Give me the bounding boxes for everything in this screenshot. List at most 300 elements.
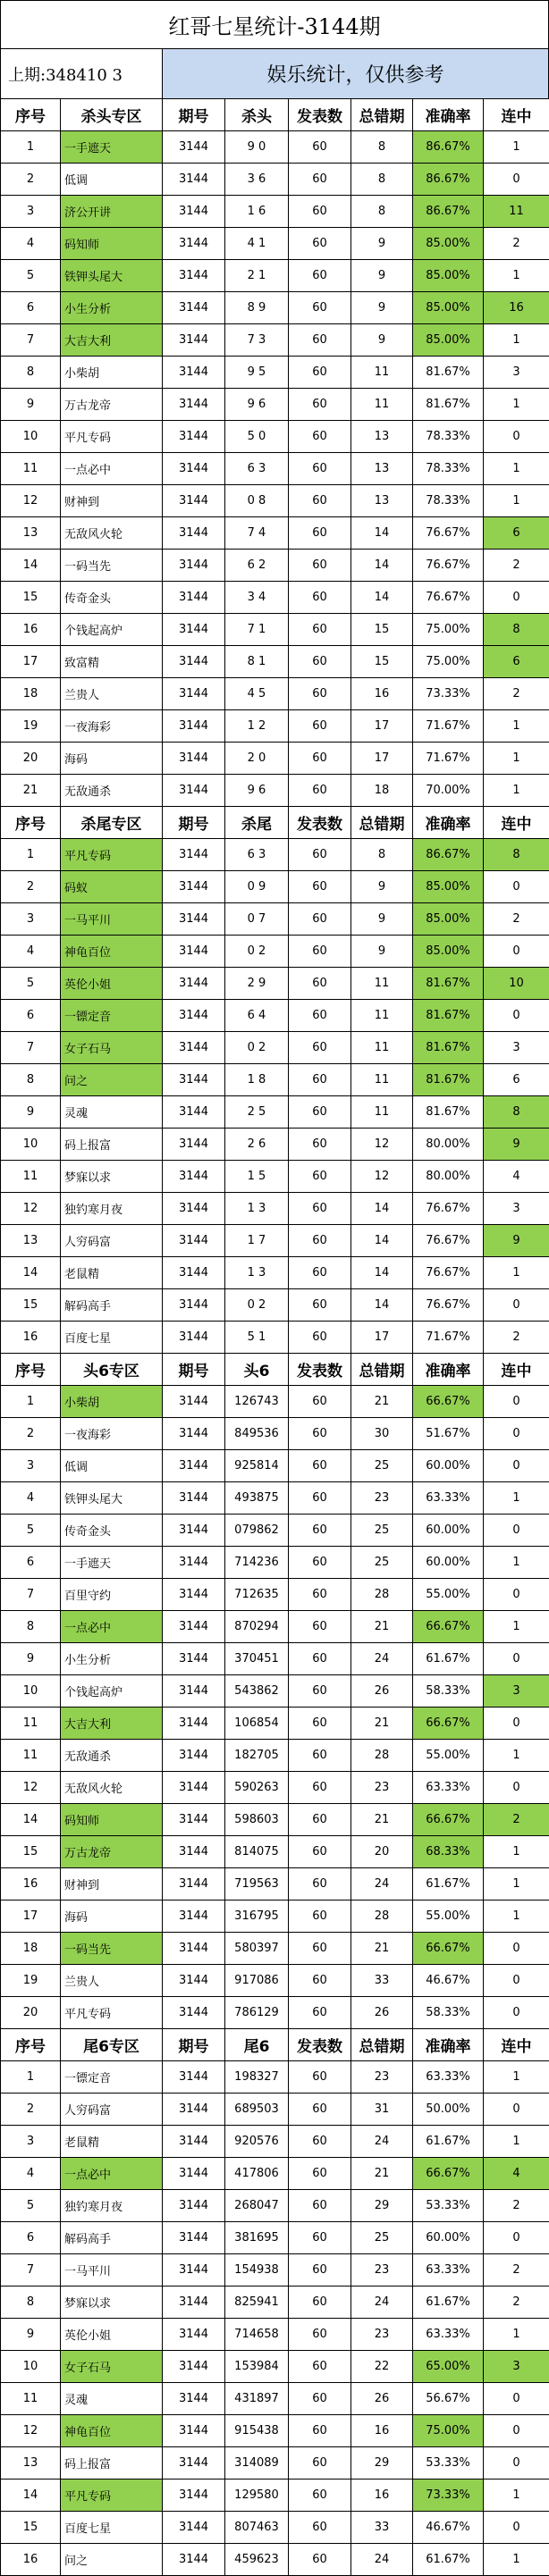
cell-published: 60 bbox=[289, 1515, 351, 1547]
cell-numbers: 079862 bbox=[225, 1515, 289, 1547]
cell-accuracy: 58.33% bbox=[413, 1675, 484, 1708]
cell-accuracy: 85.00% bbox=[413, 871, 484, 903]
cell-published: 60 bbox=[289, 2447, 351, 2480]
table-row bbox=[1, 2061, 549, 2094]
table-row bbox=[1, 421, 549, 453]
cell-period: 3144 bbox=[163, 260, 225, 292]
cell-period: 3144 bbox=[163, 1418, 225, 1450]
header-name: 头6专区 bbox=[61, 1354, 163, 1386]
cell-period: 3144 bbox=[163, 678, 225, 710]
cell-serial: 6 bbox=[1, 2222, 61, 2254]
disclaimer-banner: 娱乐统计，仅供参考 bbox=[163, 49, 548, 98]
cell-accuracy: 76.67% bbox=[413, 1225, 484, 1257]
cell-accuracy: 60.00% bbox=[413, 2222, 484, 2254]
cell-published: 60 bbox=[289, 1386, 351, 1418]
cell-streak: 9 bbox=[484, 1225, 549, 1257]
section-header-row bbox=[1, 807, 549, 839]
cell-numbers: 9 5 bbox=[225, 357, 289, 389]
cell-published: 60 bbox=[289, 1064, 351, 1096]
header-streak: 连中 bbox=[484, 99, 549, 131]
table-row bbox=[1, 260, 549, 292]
cell-accuracy: 61.67% bbox=[413, 2544, 484, 2576]
header-accuracy: 准确率 bbox=[413, 2029, 484, 2061]
cell-serial: 11 bbox=[1, 1740, 61, 1772]
cell-streak: 1 bbox=[484, 1836, 549, 1868]
cell-serial: 5 bbox=[1, 968, 61, 1000]
cell-published: 60 bbox=[289, 1836, 351, 1868]
cell-accuracy: 66.67% bbox=[413, 2158, 484, 2190]
cell-streak: 1 bbox=[484, 1868, 549, 1901]
cell-total-miss: 11 bbox=[351, 357, 413, 389]
cell-numbers: 917086 bbox=[225, 1965, 289, 1997]
cell-total-miss: 25 bbox=[351, 1547, 413, 1579]
cell-accuracy: 65.00% bbox=[413, 2351, 484, 2383]
table-row bbox=[1, 903, 549, 936]
cell-total-miss: 9 bbox=[351, 292, 413, 324]
cell-published: 60 bbox=[289, 2512, 351, 2544]
cell-serial: 11 bbox=[1, 2383, 61, 2415]
cell-serial: 1 bbox=[1, 2061, 61, 2094]
cell-period: 3144 bbox=[163, 1997, 225, 2029]
cell-accuracy: 66.67% bbox=[413, 1386, 484, 1418]
cell-published: 60 bbox=[289, 1772, 351, 1804]
table-row bbox=[1, 1804, 549, 1836]
cell-serial: 15 bbox=[1, 1289, 61, 1322]
cell-accuracy: 85.00% bbox=[413, 903, 484, 936]
cell-accuracy: 85.00% bbox=[413, 260, 484, 292]
cell-published: 60 bbox=[289, 743, 351, 775]
cell-streak: 1 bbox=[484, 2126, 549, 2158]
cell-name: 平凡专码 bbox=[61, 1997, 163, 2029]
cell-streak: 0 bbox=[484, 1933, 549, 1965]
table-row bbox=[1, 1579, 549, 1611]
cell-name: 人穷码富 bbox=[61, 1225, 163, 1257]
cell-total-miss: 23 bbox=[351, 2319, 413, 2351]
cell-period: 3144 bbox=[163, 936, 225, 968]
cell-published: 60 bbox=[289, 485, 351, 517]
cell-accuracy: 60.00% bbox=[413, 1515, 484, 1547]
cell-period: 3144 bbox=[163, 1193, 225, 1225]
cell-name: 老鼠精 bbox=[61, 1257, 163, 1289]
cell-published: 60 bbox=[289, 2094, 351, 2126]
cell-published: 60 bbox=[289, 1740, 351, 1772]
cell-name: 小生分析 bbox=[61, 1643, 163, 1675]
cell-streak: 16 bbox=[484, 292, 549, 324]
cell-numbers: 6 3 bbox=[225, 453, 289, 485]
header-period: 期号 bbox=[163, 1354, 225, 1386]
cell-numbers: 925814 bbox=[225, 1450, 289, 1482]
cell-numbers: 129580 bbox=[225, 2480, 289, 2512]
table-row bbox=[1, 1322, 549, 1354]
cell-total-miss: 17 bbox=[351, 1322, 413, 1354]
cell-name: 低调 bbox=[61, 164, 163, 196]
cell-serial: 3 bbox=[1, 903, 61, 936]
cell-period: 3144 bbox=[163, 1804, 225, 1836]
cell-streak: 0 bbox=[484, 2383, 549, 2415]
cell-period: 3144 bbox=[163, 1129, 225, 1161]
cell-numbers: 9 6 bbox=[225, 389, 289, 421]
cell-numbers: 8 1 bbox=[225, 646, 289, 678]
cell-period: 3144 bbox=[163, 2094, 225, 2126]
cell-accuracy: 55.00% bbox=[413, 1901, 484, 1933]
header-period: 期号 bbox=[163, 807, 225, 839]
cell-streak: 1 bbox=[484, 389, 549, 421]
cell-streak: 0 bbox=[484, 164, 549, 196]
cell-streak: 0 bbox=[484, 2512, 549, 2544]
cell-period: 3144 bbox=[163, 2480, 225, 2512]
cell-total-miss: 21 bbox=[351, 2158, 413, 2190]
cell-name: 一点必中 bbox=[61, 453, 163, 485]
cell-numbers: 712635 bbox=[225, 1579, 289, 1611]
cell-numbers: 0 8 bbox=[225, 485, 289, 517]
cell-accuracy: 81.67% bbox=[413, 357, 484, 389]
cell-accuracy: 86.67% bbox=[413, 196, 484, 228]
cell-accuracy: 68.33% bbox=[413, 1836, 484, 1868]
cell-serial: 1 bbox=[1, 1386, 61, 1418]
cell-serial: 1 bbox=[1, 131, 61, 164]
cell-streak: 0 bbox=[484, 1450, 549, 1482]
cell-numbers: 1 8 bbox=[225, 1064, 289, 1096]
cell-numbers: 106854 bbox=[225, 1708, 289, 1740]
stats-table-body bbox=[1, 99, 549, 2576]
cell-total-miss: 23 bbox=[351, 2254, 413, 2287]
cell-name: 码上报富 bbox=[61, 1129, 163, 1161]
cell-period: 3144 bbox=[163, 2061, 225, 2094]
cell-numbers: 1 3 bbox=[225, 1193, 289, 1225]
cell-accuracy: 81.67% bbox=[413, 389, 484, 421]
cell-total-miss: 13 bbox=[351, 453, 413, 485]
cell-period: 3144 bbox=[163, 582, 225, 614]
cell-accuracy: 50.00% bbox=[413, 2094, 484, 2126]
table-row bbox=[1, 775, 549, 807]
cell-streak: 0 bbox=[484, 421, 549, 453]
cell-period: 3144 bbox=[163, 292, 225, 324]
cell-accuracy: 63.33% bbox=[413, 2319, 484, 2351]
header-total-miss: 总错期 bbox=[351, 99, 413, 131]
cell-total-miss: 25 bbox=[351, 1450, 413, 1482]
cell-serial: 7 bbox=[1, 2254, 61, 2287]
table-row bbox=[1, 292, 549, 324]
cell-total-miss: 14 bbox=[351, 582, 413, 614]
cell-period: 3144 bbox=[163, 485, 225, 517]
cell-total-miss: 9 bbox=[351, 903, 413, 936]
cell-numbers: 9 6 bbox=[225, 775, 289, 807]
cell-period: 3144 bbox=[163, 1675, 225, 1708]
cell-total-miss: 21 bbox=[351, 1611, 413, 1643]
cell-published: 60 bbox=[289, 968, 351, 1000]
cell-numbers: 3 6 bbox=[225, 164, 289, 196]
table-row bbox=[1, 2287, 549, 2319]
cell-name: 英伦小姐 bbox=[61, 968, 163, 1000]
cell-period: 3144 bbox=[163, 1708, 225, 1740]
cell-accuracy: 81.67% bbox=[413, 1032, 484, 1064]
cell-serial: 16 bbox=[1, 2544, 61, 2576]
cell-period: 3144 bbox=[163, 2126, 225, 2158]
cell-total-miss: 28 bbox=[351, 1901, 413, 1933]
cell-accuracy: 80.00% bbox=[413, 1161, 484, 1193]
header-serial: 序号 bbox=[1, 1354, 61, 1386]
cell-name: 一镖定音 bbox=[61, 1000, 163, 1032]
cell-name: 神龟百位 bbox=[61, 2415, 163, 2447]
cell-period: 3144 bbox=[163, 1579, 225, 1611]
cell-published: 60 bbox=[289, 517, 351, 550]
cell-period: 3144 bbox=[163, 1643, 225, 1675]
header-published: 发表数 bbox=[289, 807, 351, 839]
table-row bbox=[1, 2222, 549, 2254]
table-row bbox=[1, 1708, 549, 1740]
cell-streak: 0 bbox=[484, 2415, 549, 2447]
table-row bbox=[1, 1482, 549, 1515]
cell-published: 60 bbox=[289, 1482, 351, 1515]
cell-accuracy: 63.33% bbox=[413, 2254, 484, 2287]
table-row bbox=[1, 1772, 549, 1804]
cell-streak: 1 bbox=[484, 1547, 549, 1579]
cell-published: 60 bbox=[289, 614, 351, 646]
cell-published: 60 bbox=[289, 228, 351, 260]
cell-name: 传奇金头 bbox=[61, 1515, 163, 1547]
cell-serial: 11 bbox=[1, 1161, 61, 1193]
cell-serial: 5 bbox=[1, 2190, 61, 2222]
cell-serial: 2 bbox=[1, 1418, 61, 1450]
cell-streak: 6 bbox=[484, 646, 549, 678]
cell-serial: 7 bbox=[1, 1579, 61, 1611]
cell-serial: 19 bbox=[1, 1965, 61, 1997]
cell-accuracy: 71.67% bbox=[413, 743, 484, 775]
cell-accuracy: 78.33% bbox=[413, 421, 484, 453]
cell-name: 码上报富 bbox=[61, 2447, 163, 2480]
cell-serial: 12 bbox=[1, 1193, 61, 1225]
cell-total-miss: 21 bbox=[351, 1708, 413, 1740]
cell-numbers: 1 2 bbox=[225, 710, 289, 743]
cell-period: 3144 bbox=[163, 389, 225, 421]
cell-period: 3144 bbox=[163, 1032, 225, 1064]
cell-numbers: 153984 bbox=[225, 2351, 289, 2383]
cell-accuracy: 76.67% bbox=[413, 1193, 484, 1225]
cell-period: 3144 bbox=[163, 2415, 225, 2447]
cell-name: 平凡专码 bbox=[61, 839, 163, 871]
cell-serial: 11 bbox=[1, 1708, 61, 1740]
cell-serial: 15 bbox=[1, 582, 61, 614]
cell-numbers: 2 0 bbox=[225, 743, 289, 775]
cell-streak: 2 bbox=[484, 1322, 549, 1354]
cell-period: 3144 bbox=[163, 1868, 225, 1901]
table-row bbox=[1, 871, 549, 903]
cell-published: 60 bbox=[289, 421, 351, 453]
table-row bbox=[1, 2415, 549, 2447]
cell-published: 60 bbox=[289, 2480, 351, 2512]
cell-published: 60 bbox=[289, 550, 351, 582]
header-name: 尾6专区 bbox=[61, 2029, 163, 2061]
cell-total-miss: 11 bbox=[351, 389, 413, 421]
cell-period: 3144 bbox=[163, 839, 225, 871]
cell-serial: 2 bbox=[1, 871, 61, 903]
header-name: 杀头专区 bbox=[61, 99, 163, 131]
header-serial: 序号 bbox=[1, 807, 61, 839]
cell-published: 60 bbox=[289, 775, 351, 807]
header-streak: 连中 bbox=[484, 2029, 549, 2061]
cell-numbers: 786129 bbox=[225, 1997, 289, 2029]
cell-name: 低调 bbox=[61, 1450, 163, 1482]
cell-serial: 2 bbox=[1, 164, 61, 196]
header-accuracy: 准确率 bbox=[413, 99, 484, 131]
cell-streak: 1 bbox=[484, 260, 549, 292]
table-row bbox=[1, 164, 549, 196]
cell-total-miss: 14 bbox=[351, 1257, 413, 1289]
table-row bbox=[1, 550, 549, 582]
cell-published: 60 bbox=[289, 1096, 351, 1129]
cell-period: 3144 bbox=[163, 1225, 225, 1257]
cell-name: 一码当先 bbox=[61, 550, 163, 582]
cell-published: 60 bbox=[289, 1708, 351, 1740]
cell-published: 60 bbox=[289, 678, 351, 710]
cell-numbers: 719563 bbox=[225, 1868, 289, 1901]
header-numbers: 杀尾 bbox=[225, 807, 289, 839]
cell-period: 3144 bbox=[163, 1096, 225, 1129]
cell-period: 3144 bbox=[163, 871, 225, 903]
cell-numbers: 493875 bbox=[225, 1482, 289, 1515]
table-row bbox=[1, 1965, 549, 1997]
cell-period: 3144 bbox=[163, 1386, 225, 1418]
header-name: 杀尾专区 bbox=[61, 807, 163, 839]
cell-streak: 6 bbox=[484, 1064, 549, 1096]
cell-total-miss: 8 bbox=[351, 196, 413, 228]
cell-serial: 16 bbox=[1, 1322, 61, 1354]
cell-published: 60 bbox=[289, 1322, 351, 1354]
cell-total-miss: 11 bbox=[351, 1000, 413, 1032]
cell-period: 3144 bbox=[163, 1257, 225, 1289]
cell-published: 60 bbox=[289, 357, 351, 389]
cell-total-miss: 16 bbox=[351, 2480, 413, 2512]
cell-accuracy: 81.67% bbox=[413, 1064, 484, 1096]
cell-accuracy: 53.33% bbox=[413, 2190, 484, 2222]
cell-streak: 8 bbox=[484, 1096, 549, 1129]
cell-name: 一马平川 bbox=[61, 903, 163, 936]
cell-serial: 4 bbox=[1, 228, 61, 260]
cell-total-miss: 21 bbox=[351, 1386, 413, 1418]
table-row bbox=[1, 839, 549, 871]
table-row bbox=[1, 2319, 549, 2351]
cell-accuracy: 63.33% bbox=[413, 2061, 484, 2094]
table-row bbox=[1, 1032, 549, 1064]
table-row bbox=[1, 1064, 549, 1096]
cell-total-miss: 26 bbox=[351, 1997, 413, 2029]
cell-serial: 10 bbox=[1, 421, 61, 453]
table-row bbox=[1, 1418, 549, 1450]
cell-serial: 14 bbox=[1, 550, 61, 582]
cell-name: 海码 bbox=[61, 1901, 163, 1933]
cell-name: 海码 bbox=[61, 743, 163, 775]
table-row bbox=[1, 2544, 549, 2576]
cell-numbers: 6 4 bbox=[225, 1000, 289, 1032]
cell-period: 3144 bbox=[163, 1965, 225, 1997]
cell-period: 3144 bbox=[163, 2351, 225, 2383]
table-row bbox=[1, 2254, 549, 2287]
cell-total-miss: 29 bbox=[351, 2447, 413, 2480]
cell-numbers: 1 3 bbox=[225, 1257, 289, 1289]
cell-accuracy: 86.67% bbox=[413, 131, 484, 164]
cell-name: 平凡专码 bbox=[61, 2480, 163, 2512]
header-period: 期号 bbox=[163, 99, 225, 131]
cell-total-miss: 25 bbox=[351, 1515, 413, 1547]
cell-streak: 1 bbox=[484, 775, 549, 807]
table-row bbox=[1, 1997, 549, 2029]
cell-published: 60 bbox=[289, 1901, 351, 1933]
cell-serial: 10 bbox=[1, 1675, 61, 1708]
cell-numbers: 459623 bbox=[225, 2544, 289, 2576]
cell-accuracy: 66.67% bbox=[413, 1933, 484, 1965]
cell-accuracy: 75.00% bbox=[413, 2415, 484, 2447]
table-row bbox=[1, 1386, 549, 1418]
cell-serial: 6 bbox=[1, 292, 61, 324]
cell-period: 3144 bbox=[163, 1322, 225, 1354]
cell-serial: 5 bbox=[1, 1515, 61, 1547]
cell-streak: 1 bbox=[484, 2319, 549, 2351]
cell-serial: 4 bbox=[1, 1482, 61, 1515]
table-row bbox=[1, 2094, 549, 2126]
cell-total-miss: 14 bbox=[351, 550, 413, 582]
cell-name: 解码高手 bbox=[61, 2222, 163, 2254]
cell-streak: 0 bbox=[484, 1997, 549, 2029]
table-row bbox=[1, 228, 549, 260]
cell-name: 无敌风火轮 bbox=[61, 1772, 163, 1804]
cell-serial: 20 bbox=[1, 743, 61, 775]
cell-streak: 2 bbox=[484, 2254, 549, 2287]
cell-total-miss: 31 bbox=[351, 2094, 413, 2126]
cell-total-miss: 21 bbox=[351, 1804, 413, 1836]
cell-streak: 2 bbox=[484, 678, 549, 710]
cell-total-miss: 22 bbox=[351, 2351, 413, 2383]
cell-published: 60 bbox=[289, 2383, 351, 2415]
cell-name: 万古龙帝 bbox=[61, 1836, 163, 1868]
cell-numbers: 0 7 bbox=[225, 903, 289, 936]
cell-streak: 3 bbox=[484, 1675, 549, 1708]
cell-streak: 8 bbox=[484, 614, 549, 646]
cell-streak: 1 bbox=[484, 485, 549, 517]
cell-accuracy: 75.00% bbox=[413, 614, 484, 646]
cell-serial: 13 bbox=[1, 517, 61, 550]
cell-period: 3144 bbox=[163, 1611, 225, 1643]
cell-period: 3144 bbox=[163, 324, 225, 357]
table-row bbox=[1, 1257, 549, 1289]
cell-accuracy: 60.00% bbox=[413, 1450, 484, 1482]
cell-serial: 8 bbox=[1, 2287, 61, 2319]
cell-streak: 3 bbox=[484, 1032, 549, 1064]
cell-streak: 0 bbox=[484, 1515, 549, 1547]
cell-published: 60 bbox=[289, 2415, 351, 2447]
cell-numbers: 849536 bbox=[225, 1418, 289, 1450]
cell-streak: 0 bbox=[484, 2222, 549, 2254]
cell-numbers: 920576 bbox=[225, 2126, 289, 2158]
cell-name: 一点必中 bbox=[61, 1611, 163, 1643]
table-row bbox=[1, 131, 549, 164]
cell-published: 60 bbox=[289, 292, 351, 324]
cell-serial: 18 bbox=[1, 1933, 61, 1965]
cell-published: 60 bbox=[289, 1675, 351, 1708]
cell-numbers: 7 3 bbox=[225, 324, 289, 357]
cell-published: 60 bbox=[289, 839, 351, 871]
cell-total-miss: 24 bbox=[351, 2287, 413, 2319]
cell-accuracy: 81.67% bbox=[413, 968, 484, 1000]
cell-published: 60 bbox=[289, 1868, 351, 1901]
table-row bbox=[1, 1129, 549, 1161]
cell-numbers: 0 2 bbox=[225, 1289, 289, 1322]
cell-name: 平凡专码 bbox=[61, 421, 163, 453]
cell-streak: 2 bbox=[484, 550, 549, 582]
cell-accuracy: 85.00% bbox=[413, 324, 484, 357]
cell-serial: 10 bbox=[1, 1129, 61, 1161]
cell-name: 一马平川 bbox=[61, 2254, 163, 2287]
cell-name: 济公开讲 bbox=[61, 196, 163, 228]
